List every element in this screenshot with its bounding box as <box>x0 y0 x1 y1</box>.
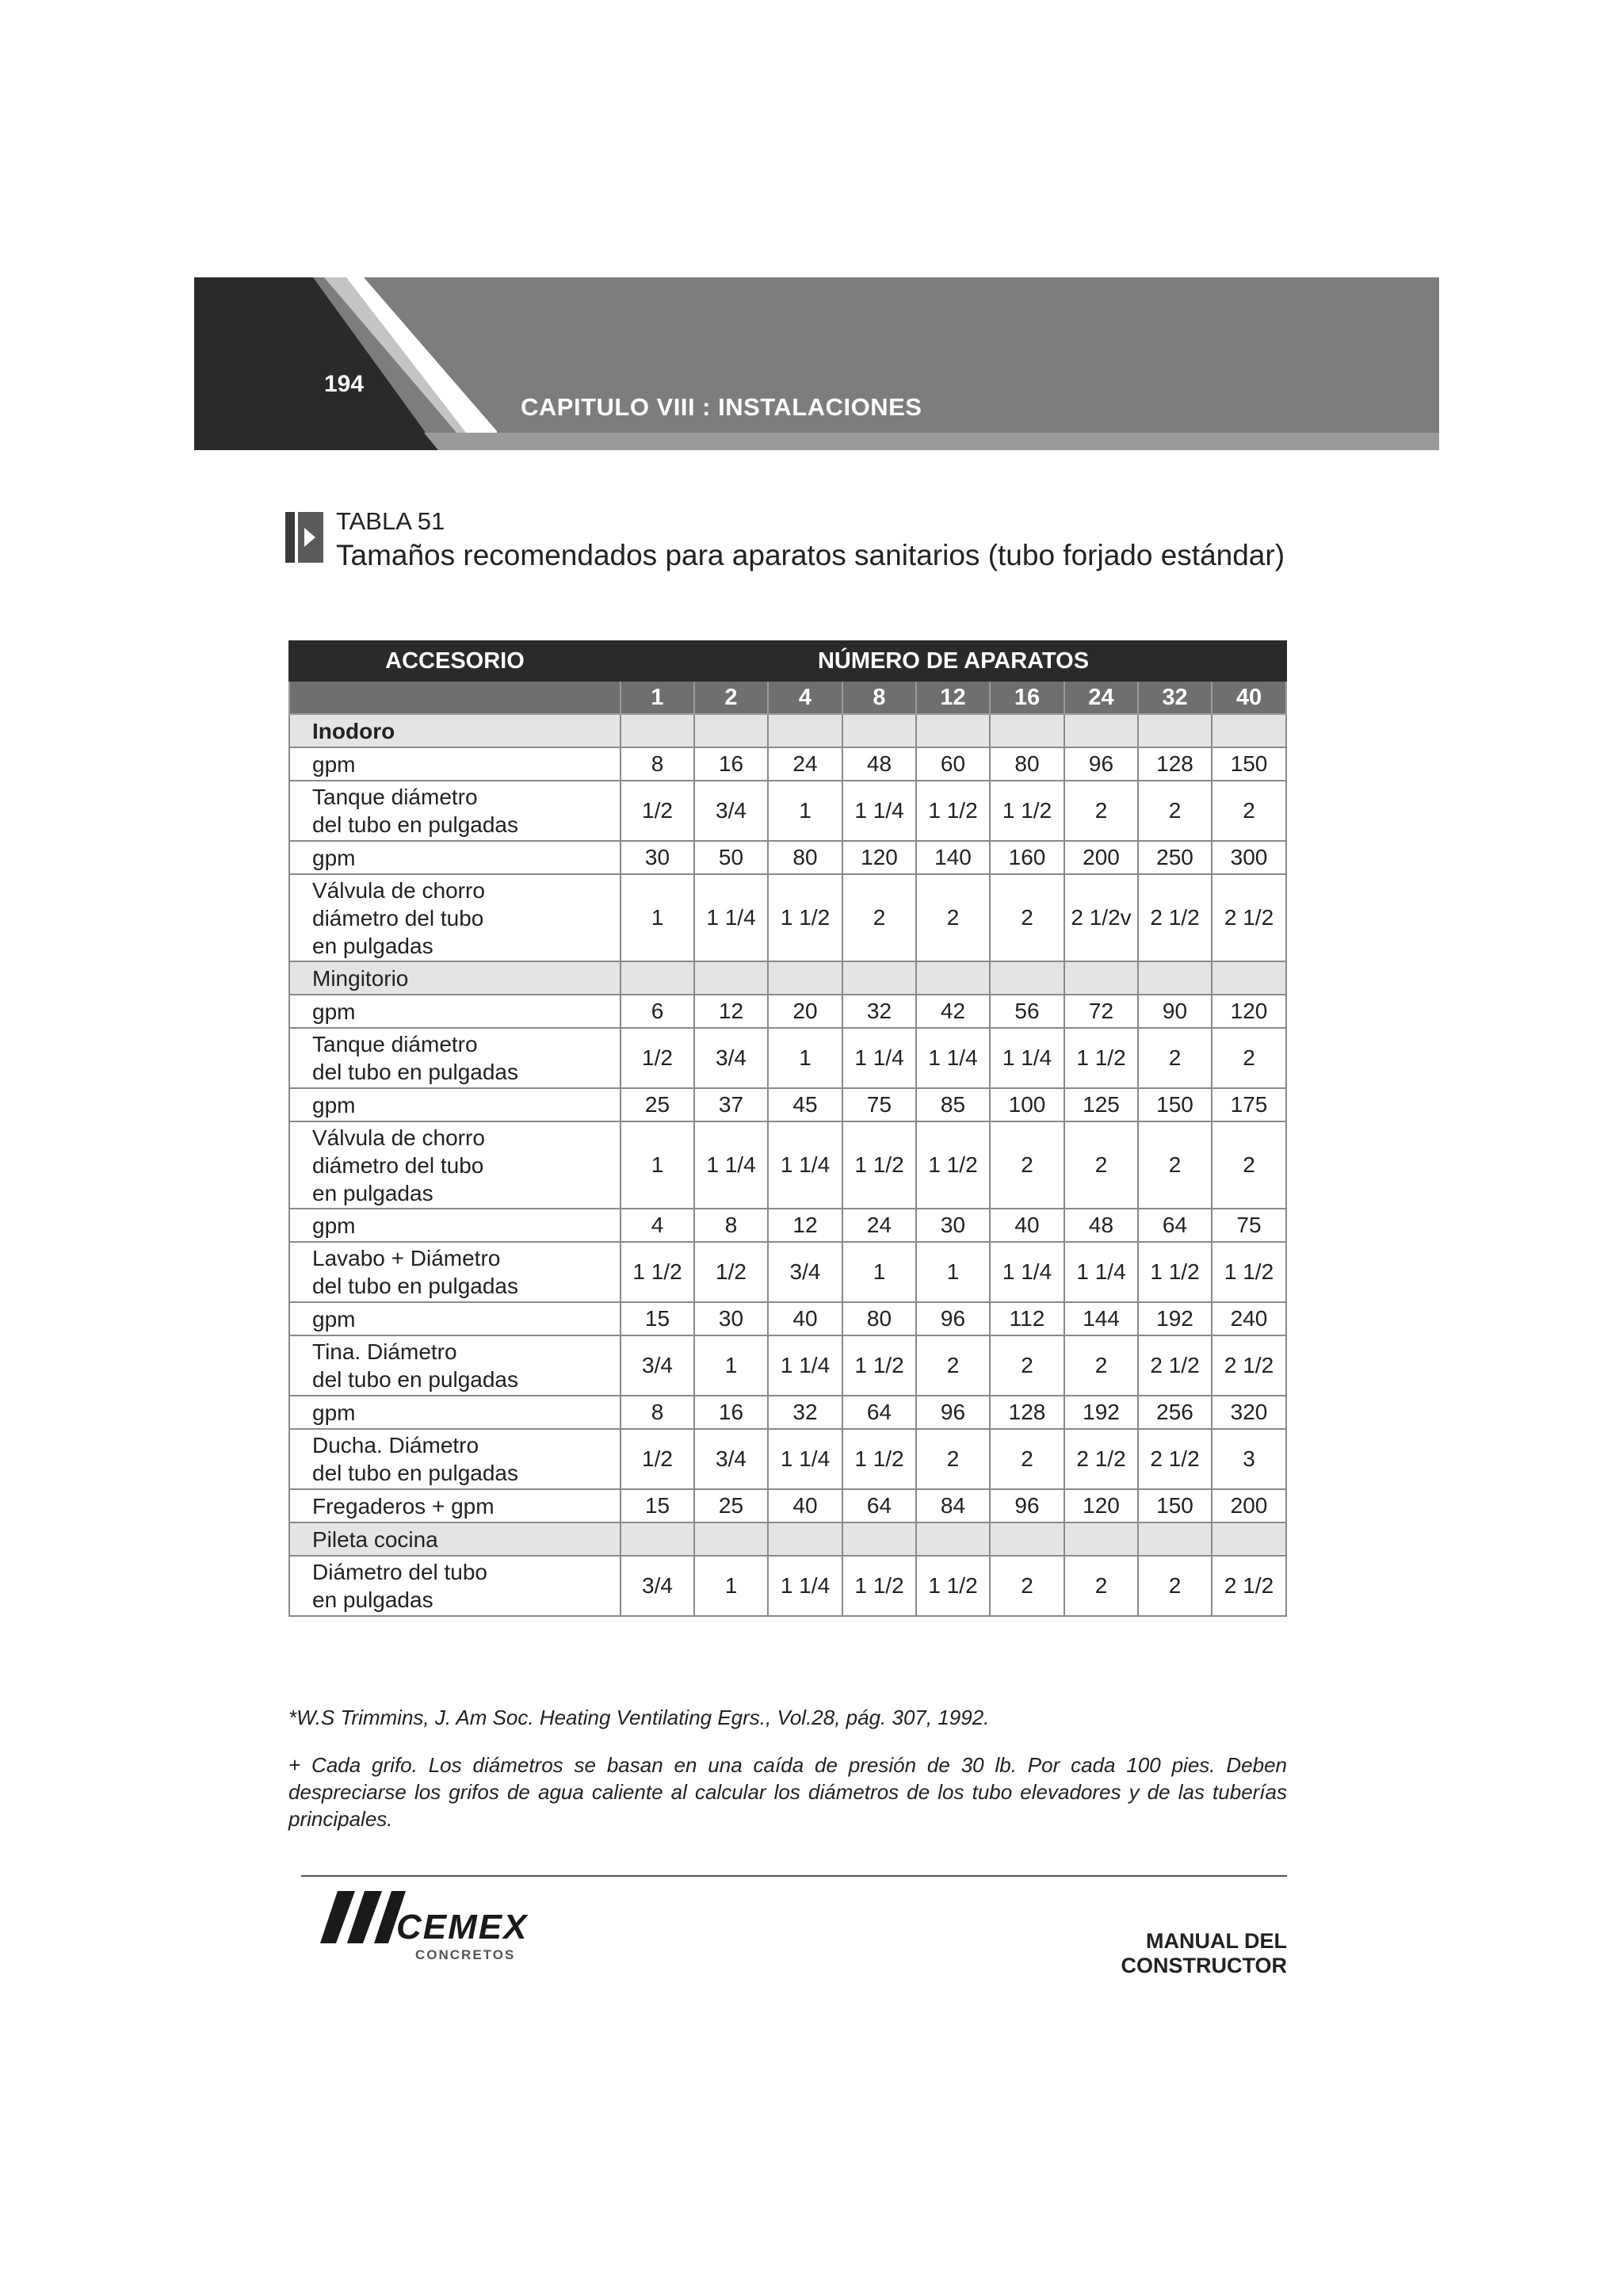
number-header-40: 40 <box>1212 681 1286 714</box>
table-cell: 200 <box>1212 1489 1286 1522</box>
table-cell: 150 <box>1212 747 1286 781</box>
table-row <box>289 747 1286 781</box>
chapter-header-band <box>194 277 1439 450</box>
table-title: Tamaños recomendados para aparatos sanitarios (tubo forjado estándar) <box>336 539 1285 571</box>
logo-subtitle: CONCRETOS <box>415 1947 516 1962</box>
table-cell: 1 1/2 <box>621 1242 694 1302</box>
row-label-line: gpm <box>312 1092 356 1117</box>
table-cell: 200 <box>1064 841 1138 874</box>
table-cell: 1 <box>916 1242 990 1302</box>
table-cell: 32 <box>768 1396 842 1429</box>
table-cell <box>1138 961 1212 995</box>
table-cell: 85 <box>916 1088 990 1121</box>
number-header-32: 32 <box>1138 681 1212 714</box>
table-cell: 16 <box>694 747 768 781</box>
number-header-12: 12 <box>916 681 990 714</box>
table-cell: 1 1/2 <box>1064 1028 1138 1088</box>
table-cell: 45 <box>768 1088 842 1121</box>
table-cell: 1/2 <box>621 1429 694 1489</box>
footer-divider <box>301 1875 1287 1877</box>
table-cell: 2 <box>842 874 916 961</box>
number-header-8: 8 <box>842 681 916 714</box>
row-label-line: diámetro del tubo <box>312 905 484 930</box>
table-cell <box>842 1522 916 1556</box>
table-cell: 80 <box>990 747 1064 781</box>
table-cell: 1 <box>694 1335 768 1396</box>
table-cell: 32 <box>842 995 916 1028</box>
number-header-4: 4 <box>768 681 842 714</box>
row-label-line: en pulgadas <box>312 933 433 958</box>
table-cell <box>768 714 842 747</box>
table-cell: 1 1/2 <box>916 1121 990 1209</box>
table-cell: 1 1/4 <box>1064 1242 1138 1302</box>
table-cell: 3/4 <box>621 1556 694 1616</box>
row-label <box>289 874 621 961</box>
row-label-line: Tanque diámetro <box>312 785 478 809</box>
row-label-line: Tanque diámetro <box>312 1032 478 1056</box>
table-row <box>289 1335 1286 1396</box>
table-cell: 2 <box>1212 781 1286 841</box>
number-header-24: 24 <box>1064 681 1138 714</box>
row-label-line: en pulgadas <box>312 1587 433 1612</box>
table-cell <box>694 714 768 747</box>
table-cell: 1 1/2 <box>1138 1242 1212 1302</box>
table-cell: 2 <box>1064 1335 1138 1396</box>
table-cell: 1 <box>621 874 694 961</box>
row-label <box>289 995 621 1028</box>
table-cell: 150 <box>1138 1489 1212 1522</box>
table-cell: 64 <box>842 1489 916 1522</box>
table-cell: 120 <box>842 841 916 874</box>
table-cell: 40 <box>768 1302 842 1335</box>
footnote-note: + Cada grifo. Los diámetros se basan en una caída de presión de 30 lb. Por cada 100 pies. Deben despreciarse los grifos de agua caliente al calcular los diámetros de los tubo elevadores y de las tuberías principales. <box>288 1753 1287 1831</box>
table-cell: 24 <box>768 747 842 781</box>
number-header-2: 2 <box>694 681 768 714</box>
table-cell <box>990 961 1064 995</box>
table-cell: 40 <box>990 1209 1064 1242</box>
row-label-line: gpm <box>312 999 356 1024</box>
table-row <box>289 1121 1286 1209</box>
table-cell: 1 1/4 <box>768 1556 842 1616</box>
table-cell: 1 <box>768 1028 842 1088</box>
table-cell: 3/4 <box>694 1429 768 1489</box>
table-cell: 2 <box>1064 1121 1138 1209</box>
table-marker-icon <box>285 512 323 563</box>
table-cell: 2 <box>916 1335 990 1396</box>
table-cell <box>990 714 1064 747</box>
table-cell: 2 1/2 <box>1212 874 1286 961</box>
table-cell: 1 1/4 <box>990 1028 1064 1088</box>
row-label-line: gpm <box>312 1213 356 1238</box>
table-cell <box>1064 714 1138 747</box>
table-cell: 2 <box>1138 1556 1212 1616</box>
table-cell: 3/4 <box>694 1028 768 1088</box>
table-cell: 2 <box>1212 1028 1286 1088</box>
row-label-line: del tubo en pulgadas <box>312 1461 518 1485</box>
table-cell: 1/2 <box>621 781 694 841</box>
table-cell: 140 <box>916 841 990 874</box>
table-cell: 25 <box>621 1088 694 1121</box>
row-label <box>289 1429 621 1489</box>
table-cell: 64 <box>1138 1209 1212 1242</box>
table-cell: 96 <box>916 1302 990 1335</box>
table-cell: 1 1/2 <box>1212 1242 1286 1302</box>
table-number: TABLA 51 <box>336 507 445 535</box>
table-cell: 1 1/2 <box>842 1121 916 1209</box>
table-cell <box>842 961 916 995</box>
footnote-source: *W.S Trimmins, J. Am Soc. Heating Ventilating Egrs., Vol.28, pág. 307, 1992. <box>288 1706 990 1729</box>
table-cell <box>1064 961 1138 995</box>
row-label-line: del tubo en pulgadas <box>312 1060 518 1084</box>
table-row <box>289 1028 1286 1088</box>
table-cell: 24 <box>842 1209 916 1242</box>
table-cell: 25 <box>694 1489 768 1522</box>
table-cell: 1 <box>694 1556 768 1616</box>
table-cell: 1 1/4 <box>768 1121 842 1209</box>
table-cell: 80 <box>768 841 842 874</box>
row-label <box>289 1302 621 1335</box>
row-label-line: en pulgadas <box>312 1180 433 1205</box>
column-header-accesorio: ACCESORIO <box>289 641 621 681</box>
manual-title: MANUAL DEL CONSTRUCTOR <box>1121 1929 1287 1977</box>
table-cell: 2 <box>1138 1121 1212 1209</box>
table-cell: 30 <box>694 1302 768 1335</box>
row-label-line: Fregaderos + gpm <box>312 1493 495 1519</box>
table-cell: 2 <box>990 1556 1064 1616</box>
table-cell: 1 1/2 <box>768 874 842 961</box>
table-cell: 192 <box>1064 1396 1138 1429</box>
table-cell <box>916 961 990 995</box>
table-cell: 2 <box>1212 1121 1286 1209</box>
table-cell <box>1138 1522 1212 1556</box>
table-cell: 48 <box>842 747 916 781</box>
row-label-line: del tubo en pulgadas <box>312 1274 518 1298</box>
header-corner-graphic <box>194 277 1439 450</box>
table-row <box>289 781 1286 841</box>
table-cell <box>916 1522 990 1556</box>
table-cell: 4 <box>621 1209 694 1242</box>
row-label-line: gpm <box>312 1400 356 1425</box>
table-cell: 2 <box>990 1121 1064 1209</box>
table-cell: 96 <box>990 1489 1064 1522</box>
table-cell: 1 1/2 <box>842 1429 916 1489</box>
table-cell: 1 1/4 <box>694 1121 768 1209</box>
table-cell: 1 1/4 <box>694 874 768 961</box>
table-cell: 40 <box>768 1489 842 1522</box>
table-cell: 84 <box>916 1489 990 1522</box>
row-label-line: Válvula de chorro <box>312 877 485 903</box>
table-cell: 2 <box>1064 781 1138 841</box>
table-cell: 1 1/4 <box>842 1028 916 1088</box>
row-label <box>289 1242 621 1302</box>
table-section-row <box>289 1522 1286 1556</box>
table-cell: 1 1/2 <box>842 1556 916 1616</box>
table-cell <box>621 961 694 995</box>
table-cell: 1/2 <box>694 1242 768 1302</box>
table-cell <box>916 714 990 747</box>
table-cell: 56 <box>990 995 1064 1028</box>
table-row <box>289 995 1286 1028</box>
chapter-title: CAPITULO VIII : INSTALACIONES <box>521 393 922 421</box>
table-cell: 300 <box>1212 841 1286 874</box>
table-cell: 175 <box>1212 1088 1286 1121</box>
table-cell: 1 <box>842 1242 916 1302</box>
table-cell: 1 1/4 <box>990 1242 1064 1302</box>
table-cell <box>621 1522 694 1556</box>
table-section-row <box>289 961 1286 995</box>
table-row <box>289 1302 1286 1335</box>
table-cell: 75 <box>842 1088 916 1121</box>
table-cell: 1 1/2 <box>916 781 990 841</box>
row-label-line: diámetro del tubo <box>312 1152 484 1178</box>
table-cell: 20 <box>768 995 842 1028</box>
table-cell: 15 <box>621 1302 694 1335</box>
table-cell: 2 1/2 <box>1138 1335 1212 1396</box>
table-row <box>289 1088 1286 1121</box>
table-cell: 1 <box>621 1121 694 1209</box>
table-cell <box>1212 961 1286 995</box>
table-cell <box>694 961 768 995</box>
table-cell: 72 <box>1064 995 1138 1028</box>
table-row <box>289 1242 1286 1302</box>
table-cell: 1 1/4 <box>768 1335 842 1396</box>
table-cell: 1/2 <box>621 1028 694 1088</box>
table-cell: 128 <box>990 1396 1064 1429</box>
table-cell: 8 <box>694 1209 768 1242</box>
table-cell: 160 <box>990 841 1064 874</box>
row-label-line: Pileta cocina <box>312 1526 438 1552</box>
row-label <box>289 1556 621 1616</box>
table-cell: 2 <box>916 1429 990 1489</box>
table-cell <box>1064 1522 1138 1556</box>
table-cell: 2 <box>916 874 990 961</box>
table-cell: 8 <box>621 1396 694 1429</box>
table-cell <box>768 1522 842 1556</box>
table-row <box>289 874 1286 961</box>
table-cell: 6 <box>621 995 694 1028</box>
row-label <box>289 841 621 874</box>
table-cell: 48 <box>1064 1209 1138 1242</box>
table-cell: 3/4 <box>694 781 768 841</box>
row-label-line: Lavabo + Diámetro <box>312 1246 501 1270</box>
row-label <box>289 961 621 995</box>
table-row <box>289 1396 1286 1429</box>
row-label-line: gpm <box>312 1306 356 1331</box>
table-cell <box>1138 714 1212 747</box>
table-cell: 37 <box>694 1088 768 1121</box>
table-cell: 1 1/2 <box>916 1556 990 1616</box>
table-cell: 2 <box>1138 781 1212 841</box>
table-cell: 1 1/4 <box>842 781 916 841</box>
row-label-line: gpm <box>312 845 356 870</box>
row-label <box>289 1121 621 1209</box>
fixture-size-table <box>288 640 1287 1617</box>
table-header-row <box>289 641 1286 681</box>
row-label-line: Inodoro <box>312 718 395 743</box>
table-cell: 150 <box>1138 1088 1212 1121</box>
table-cell: 2 <box>990 874 1064 961</box>
table-cell: 320 <box>1212 1396 1286 1429</box>
row-label-line: del tubo en pulgadas <box>312 812 518 837</box>
table-cell: 42 <box>916 995 990 1028</box>
table-cell: 1 1/2 <box>990 781 1064 841</box>
table-cell: 2 1/2 <box>1212 1556 1286 1616</box>
number-header-blank <box>289 681 621 714</box>
row-label-line: gpm <box>312 751 356 777</box>
row-label-line: Diámetro del tubo <box>312 1560 488 1584</box>
table-cell: 30 <box>916 1209 990 1242</box>
table-cell: 64 <box>842 1396 916 1429</box>
row-label-line: Tina. Diámetro <box>312 1339 457 1364</box>
table-cell: 3/4 <box>621 1335 694 1396</box>
table-cell: 120 <box>1064 1489 1138 1522</box>
table-cell <box>621 714 694 747</box>
table-cell: 2 1/2 <box>1064 1429 1138 1489</box>
table-row <box>289 1556 1286 1616</box>
table-cell: 144 <box>1064 1302 1138 1335</box>
table-cell <box>990 1522 1064 1556</box>
table-cell: 2 1/2v <box>1064 874 1138 961</box>
table-cell: 1 1/4 <box>916 1028 990 1088</box>
table-cell: 12 <box>694 995 768 1028</box>
table-cell: 90 <box>1138 995 1212 1028</box>
table-cell: 1 1/4 <box>768 1429 842 1489</box>
table-cell: 2 1/2 <box>1138 1429 1212 1489</box>
row-label-line: del tubo en pulgadas <box>312 1367 518 1392</box>
table-cell: 80 <box>842 1302 916 1335</box>
table-cell: 75 <box>1212 1209 1286 1242</box>
table-cell: 12 <box>768 1209 842 1242</box>
number-header-1: 1 <box>621 681 694 714</box>
table-cell: 30 <box>621 841 694 874</box>
table-row <box>289 1489 1286 1522</box>
row-label <box>289 747 621 781</box>
table-cell: 96 <box>916 1396 990 1429</box>
table-row <box>289 841 1286 874</box>
table-cell: 2 <box>1064 1556 1138 1616</box>
table-row <box>289 1209 1286 1242</box>
table-cell: 8 <box>621 747 694 781</box>
table-cell: 2 <box>990 1429 1064 1489</box>
row-label-line: Válvula de chorro <box>312 1125 485 1150</box>
table-cell <box>1212 1522 1286 1556</box>
row-label <box>289 1522 621 1556</box>
table-cell <box>1212 714 1286 747</box>
svg-text:CEMEX: CEMEX <box>396 1908 528 1946</box>
row-label-line: Mingitorio <box>312 965 409 991</box>
table-number-header-row <box>289 681 1286 714</box>
page-number: 194 <box>324 371 365 397</box>
table-cell: 250 <box>1138 841 1212 874</box>
table-section-row <box>289 714 1286 747</box>
row-label <box>289 1088 621 1121</box>
table-cell: 256 <box>1138 1396 1212 1429</box>
row-label <box>289 781 621 841</box>
table-cell: 128 <box>1138 747 1212 781</box>
row-label <box>289 714 621 747</box>
row-label <box>289 1028 621 1088</box>
table-cell: 2 1/2 <box>1212 1335 1286 1396</box>
table-cell: 2 1/2 <box>1138 874 1212 961</box>
table-cell: 192 <box>1138 1302 1212 1335</box>
table-cell <box>842 714 916 747</box>
table-cell: 120 <box>1212 995 1286 1028</box>
table-cell: 100 <box>990 1088 1064 1121</box>
table-cell: 3 <box>1212 1429 1286 1489</box>
table-cell: 96 <box>1064 747 1138 781</box>
table-cell: 15 <box>621 1489 694 1522</box>
row-label-line: Ducha. Diámetro <box>312 1433 479 1457</box>
table-cell: 16 <box>694 1396 768 1429</box>
table-cell: 2 <box>990 1335 1064 1396</box>
table-cell: 240 <box>1212 1302 1286 1335</box>
number-header-16: 16 <box>990 681 1064 714</box>
table-cell: 2 <box>1138 1028 1212 1088</box>
table-cell <box>768 961 842 995</box>
table-cell: 3/4 <box>768 1242 842 1302</box>
column-header-numero: NÚMERO DE APARATOS <box>621 641 1286 681</box>
table-cell: 1 <box>768 781 842 841</box>
table-cell: 125 <box>1064 1088 1138 1121</box>
table-cell: 1 1/2 <box>842 1335 916 1396</box>
table-row <box>289 1429 1286 1489</box>
row-label <box>289 1489 621 1522</box>
row-label <box>289 1209 621 1242</box>
table-cell <box>694 1522 768 1556</box>
row-label <box>289 1335 621 1396</box>
table-cell: 60 <box>916 747 990 781</box>
row-label <box>289 1396 621 1429</box>
table-cell: 50 <box>694 841 768 874</box>
table-cell: 112 <box>990 1302 1064 1335</box>
